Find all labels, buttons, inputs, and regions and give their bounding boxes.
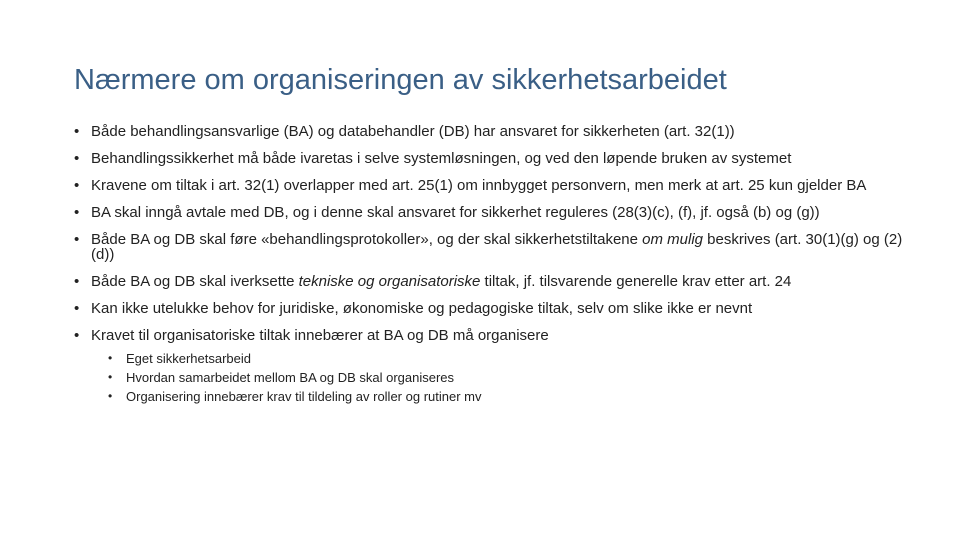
bullet-text: Kravene om tiltak i art. 32(1) overlapper med art. 25(1) om innbygget personvern, men merk at art. 25 kun gjelder BA <box>91 177 867 194</box>
bullet-icon: • <box>74 204 80 221</box>
sub-bullet-item <box>108 349 904 368</box>
bullet-item <box>74 124 904 139</box>
bullet-item <box>74 301 904 316</box>
bullet-icon: • <box>74 150 80 167</box>
sub-bullet-text: Eget sikkerhetsarbeid <box>126 351 252 366</box>
bullet-emphasis: tekniske og organisatoriske <box>298 273 481 290</box>
bullet-item <box>74 151 904 166</box>
bullet-text: Kravet til organisatoriske tiltak innebærer at BA og DB må organisere <box>91 327 549 344</box>
sub-bullet-list <box>91 349 904 406</box>
bullet-text: Både BA og DB skal føre «behandlingsprotokoller», og der skal sikkerhetstiltakene <box>91 231 643 248</box>
bullet-text: Behandlingssikkerhet må både ivaretas i selve systemløsningen, og ved den løpende bruken av systemet <box>91 150 792 167</box>
bullet-item <box>74 232 904 262</box>
slide-title: Nærmere om organiseringen av sikkerhetsarbeidet <box>74 64 727 96</box>
bullet-list <box>74 124 904 418</box>
bullet-text: Både behandlingsansvarlige (BA) og databehandler (DB) har ansvaret for sikkerheten (art. 32(1)) <box>91 123 735 140</box>
bullet-item <box>74 328 904 406</box>
bullet-item <box>74 274 904 289</box>
sub-bullet-item <box>108 387 904 406</box>
sub-bullet-icon: • <box>108 389 113 403</box>
sub-bullet-text: Organisering innebærer krav til tildeling av roller og rutiner mv <box>126 389 482 404</box>
bullet-text: Både BA og DB skal iverksette <box>91 273 299 290</box>
bullet-text: BA skal inngå avtale med DB, og i denne skal ansvaret for sikkerhet reguleres (28(3)(c), (f), jf. også (b) og (g)) <box>91 204 820 221</box>
bullet-icon: • <box>74 300 80 317</box>
bullet-item <box>74 178 904 193</box>
bullet-icon: • <box>74 123 80 140</box>
bullet-text: Kan ikke utelukke behov for juridiske, økonomiske og pedagogiske tiltak, selv om slike ikke er nevnt <box>91 300 753 317</box>
sub-bullet-icon: • <box>108 370 113 384</box>
bullet-icon: • <box>74 273 80 290</box>
bullet-item <box>74 205 904 220</box>
bullet-text-continued: tiltak, jf. tilsvarende generelle krav etter art. 24 <box>480 273 792 290</box>
bullet-icon: • <box>74 231 80 248</box>
bullet-emphasis: om mulig <box>642 231 703 248</box>
sub-bullet-icon: • <box>108 351 113 365</box>
sub-bullet-item <box>108 368 904 387</box>
bullet-icon: • <box>74 177 80 194</box>
sub-bullet-text: Hvordan samarbeidet mellom BA og DB skal organiseres <box>126 370 455 385</box>
bullet-icon: • <box>74 327 80 344</box>
bullet-text-continued: beskrives (art. 30(1)(g) og (2)(d)) <box>91 231 903 263</box>
